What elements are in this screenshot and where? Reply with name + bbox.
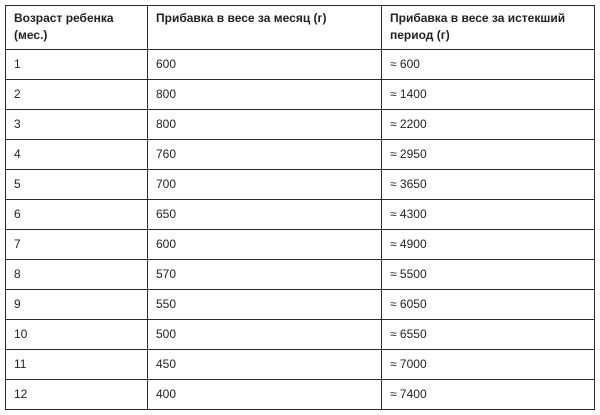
cell-cumulative-gain: ≈ 600: [382, 50, 595, 80]
cell-cumulative-gain: ≈ 4900: [382, 230, 595, 260]
cell-cumulative-gain: ≈ 5500: [382, 260, 595, 290]
cell-cumulative-gain: ≈ 6550: [382, 320, 595, 350]
cell-monthly-gain: 550: [148, 290, 382, 320]
cell-age: 1: [6, 50, 148, 80]
table-row: [6, 290, 595, 320]
table-row: [6, 320, 595, 350]
cell-cumulative-gain: ≈ 7000: [382, 350, 595, 380]
cell-cumulative-gain: ≈ 4300: [382, 200, 595, 230]
cell-monthly-gain: 450: [148, 350, 382, 380]
header-age: Возраст ребенка (мес.): [6, 6, 148, 50]
cell-age: 11: [6, 350, 148, 380]
cell-monthly-gain: 500: [148, 320, 382, 350]
cell-cumulative-gain: ≈ 7400: [382, 380, 595, 410]
cell-cumulative-gain: ≈ 2200: [382, 110, 595, 140]
cell-monthly-gain: 570: [148, 260, 382, 290]
cell-monthly-gain: 400: [148, 380, 382, 410]
cell-age: 6: [6, 200, 148, 230]
cell-monthly-gain: 800: [148, 80, 382, 110]
cell-monthly-gain: 600: [148, 230, 382, 260]
cell-age: 12: [6, 380, 148, 410]
cell-cumulative-gain: ≈ 3650: [382, 170, 595, 200]
table-row: [6, 200, 595, 230]
cell-age: 2: [6, 80, 148, 110]
cell-monthly-gain: 700: [148, 170, 382, 200]
cell-cumulative-gain: ≈ 6050: [382, 290, 595, 320]
table-row: [6, 170, 595, 200]
cell-cumulative-gain: ≈ 1400: [382, 80, 595, 110]
cell-age: 3: [6, 110, 148, 140]
header-cumulative-gain: Прибавка в весе за истекший период (г): [382, 6, 595, 50]
table-row: [6, 110, 595, 140]
cell-age: 10: [6, 320, 148, 350]
cell-monthly-gain: 760: [148, 140, 382, 170]
cell-age: 4: [6, 140, 148, 170]
cell-age: 7: [6, 230, 148, 260]
table-row: [6, 380, 595, 410]
cell-age: 8: [6, 260, 148, 290]
table-row: [6, 260, 595, 290]
cell-monthly-gain: 600: [148, 50, 382, 80]
table-row: [6, 50, 595, 80]
cell-monthly-gain: 650: [148, 200, 382, 230]
table-row: [6, 350, 595, 380]
cell-cumulative-gain: ≈ 2950: [382, 140, 595, 170]
cell-age: 5: [6, 170, 148, 200]
header-monthly-gain: Прибавка в весе за месяц (г): [148, 6, 382, 50]
table-row: [6, 80, 595, 110]
table-row: [6, 140, 595, 170]
table-row: [6, 230, 595, 260]
cell-age: 9: [6, 290, 148, 320]
cell-monthly-gain: 800: [148, 110, 382, 140]
table-header-row: [6, 6, 595, 50]
weight-gain-table: [5, 5, 595, 410]
